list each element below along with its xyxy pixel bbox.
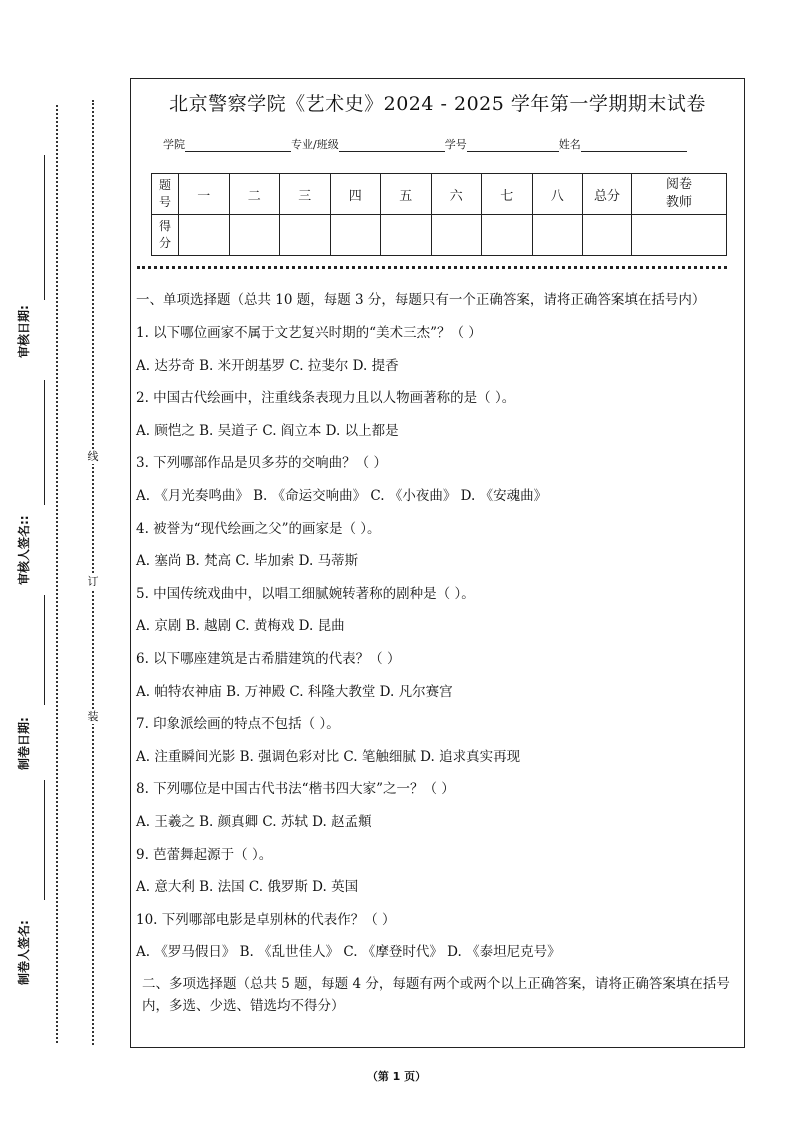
score-cell[interactable] bbox=[482, 215, 533, 256]
score-cell[interactable] bbox=[330, 215, 381, 256]
score-cell[interactable] bbox=[532, 215, 583, 256]
question-options: A. 塞尚 B. 梵高 C. 毕加索 D. 马蒂斯 bbox=[136, 553, 359, 570]
question-options: A. 《罗马假日》 B. 《乱世佳人》 C. 《摩登时代》 D. 《泰坦尼克号》 bbox=[136, 944, 561, 961]
name-label: 姓名 bbox=[558, 138, 581, 151]
exam-frame bbox=[130, 78, 745, 1048]
score-cell[interactable] bbox=[431, 215, 482, 256]
score-cell[interactable] bbox=[280, 215, 331, 256]
question-options: A. 帕特农神庙 B. 万神殿 C. 科隆大教堂 D. 凡尔赛宫 bbox=[136, 683, 453, 700]
table-row bbox=[152, 215, 727, 256]
grader-cell[interactable] bbox=[632, 215, 727, 256]
student-id-label: 学号 bbox=[444, 138, 467, 151]
name-field[interactable] bbox=[581, 137, 687, 152]
question-text: 3. 下列哪部作品是贝多芬的交响曲？（ ） bbox=[136, 455, 387, 472]
reviewer-signature-line bbox=[44, 380, 45, 505]
question-text: 1. 以下哪位画家不属于文艺复兴时期的“美术三杰”？（ ） bbox=[136, 325, 482, 341]
score-cell[interactable] bbox=[179, 215, 230, 256]
question-options: A. 达芬奇 B. 米开朗基罗 C. 拉斐尔 D. 提香 bbox=[136, 357, 399, 374]
question-number-header: 题 号 bbox=[152, 174, 179, 215]
major-class-label: 专业/班级 bbox=[291, 138, 339, 151]
exam-body bbox=[136, 289, 741, 1017]
review-date-label: 审核日期: bbox=[17, 305, 31, 358]
binding-char-staple: 订 bbox=[87, 575, 99, 588]
page-number: （第 1 页） bbox=[366, 1070, 427, 1083]
column-header: 总分 bbox=[583, 174, 632, 215]
column-header: 六 bbox=[431, 174, 482, 215]
question-text: 4. 被誉为“现代绘画之父”的画家是（ ）。 bbox=[136, 520, 381, 537]
question-options: A. 《月光奏鸣曲》 B. 《命运交响曲》 C. 《小夜曲》 D. 《安魂曲》 bbox=[136, 487, 548, 504]
question-options: A. 京剧 B. 越剧 C. 黄梅戏 D. 昆曲 bbox=[136, 618, 345, 635]
compiler-signature-label: 制卷人签名: bbox=[17, 920, 31, 985]
margin-dotted-line bbox=[56, 105, 58, 1043]
binding-dotted-line bbox=[92, 100, 94, 1045]
table-row bbox=[152, 174, 727, 215]
column-header: 五 bbox=[381, 174, 432, 215]
score-row-header: 得 分 bbox=[152, 215, 179, 256]
compiler-signature-line bbox=[44, 780, 45, 900]
column-header: 三 bbox=[280, 174, 331, 215]
column-header: 七 bbox=[482, 174, 533, 215]
question-options: A. 意大利 B. 法国 C. 俄罗斯 D. 英国 bbox=[136, 879, 359, 896]
question-text: 8. 下列哪位是中国古代书法“楷书四大家”之一？（ ） bbox=[136, 781, 455, 798]
total-score-cell[interactable] bbox=[583, 215, 632, 256]
column-header: 八 bbox=[532, 174, 583, 215]
question-text: 9. 芭蕾舞起源于（ ）。 bbox=[136, 846, 273, 863]
compile-date-line bbox=[44, 595, 45, 705]
question-text: 7. 印象派绘画的特点不包括（ ）。 bbox=[136, 716, 340, 733]
binding-char-line: 线 bbox=[87, 450, 99, 463]
student-info-line bbox=[163, 134, 723, 152]
section-separator bbox=[137, 266, 727, 269]
section2-heading: 二、多项选择题（总共 5 题，每题 4 分，每题有两个或两个以上正确答案，请将正确答案填在括号内，多选、少选、错选均不得分） bbox=[142, 975, 730, 1014]
score-cell[interactable] bbox=[381, 215, 432, 256]
question-text: 6. 以下哪座建筑是古希腊建筑的代表？（ ） bbox=[136, 650, 401, 667]
column-header: 一 bbox=[179, 174, 230, 215]
review-date-line bbox=[44, 155, 45, 300]
major-class-field[interactable] bbox=[339, 137, 445, 152]
question-text: 2. 中国古代绘画中，注重线条表现力且以人物画著称的是（ ）。 bbox=[136, 390, 516, 407]
college-label: 学院 bbox=[163, 138, 185, 151]
page-title: 北京警察学院《艺术史》2024 - 2025 学年第一学期期末试卷 bbox=[169, 93, 706, 115]
compile-date-label: 制卷日期: bbox=[17, 717, 31, 770]
question-options: A. 王羲之 B. 颜真卿 C. 苏轼 D. 赵孟頫 bbox=[136, 813, 372, 830]
column-header: 二 bbox=[229, 174, 280, 215]
reviewer-signature-label: 审核人签名:: bbox=[17, 515, 31, 585]
section1-heading: 一、单项选择题（总共 10 题，每题 3 分，每题只有一个正确答案，请将正确答案填在括号内） bbox=[136, 292, 706, 308]
college-field[interactable] bbox=[185, 137, 291, 152]
column-header: 四 bbox=[330, 174, 381, 215]
score-cell[interactable] bbox=[229, 215, 280, 256]
grader-header: 阅卷 教师 bbox=[632, 174, 727, 215]
student-id-field[interactable] bbox=[467, 137, 559, 152]
binding-char-bind: 装 bbox=[87, 710, 99, 723]
question-options: A. 注重瞬间光影 B. 强调色彩对比 C. 笔触细腻 D. 追求真实再现 bbox=[136, 748, 521, 765]
question-text: 5. 中国传统戏曲中，以唱工细腻婉转著称的剧种是（ ）。 bbox=[136, 585, 475, 602]
question-options: A. 顾恺之 B. 吴道子 C. 阎立本 D. 以上都是 bbox=[136, 422, 399, 439]
score-table bbox=[151, 173, 727, 256]
question-text: 10. 下列哪部电影是卓别林的代表作？（ ） bbox=[136, 911, 396, 928]
